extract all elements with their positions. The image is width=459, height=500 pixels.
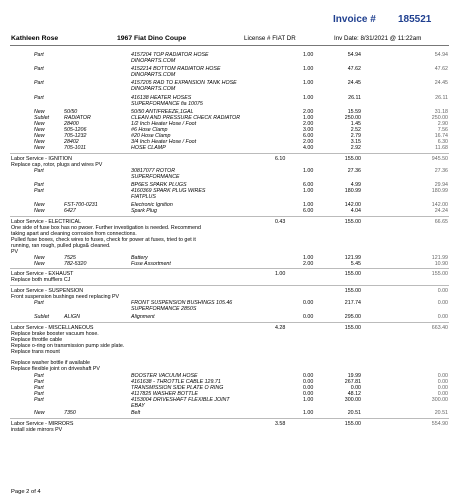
item-type: New [34, 255, 45, 261]
item-price: 47.62 [347, 66, 361, 72]
section-divider [10, 268, 449, 269]
item-description: 4157205 RAD TO EXPANSION TANK HOSE [131, 80, 237, 86]
item-total: 0.00 [437, 385, 448, 391]
item-total: 6.30 [437, 139, 448, 145]
line-item-row [0, 410, 459, 417]
item-price: 54.94 [347, 52, 361, 58]
invoice-number: 185521 [398, 14, 432, 25]
item-description: 416138 HEATER HOSES [131, 95, 192, 101]
item-quantity: 6.00 [303, 208, 314, 214]
item-quantity: 1.00 [303, 410, 314, 416]
part-number: 50/50 [64, 109, 78, 115]
item-price: 3.15 [350, 139, 361, 145]
item-total: 0.00 [437, 288, 448, 294]
part-number: 705-1232 [64, 133, 87, 139]
service-note: Replace trans mount [11, 349, 60, 355]
item-quantity: 1.00 [303, 95, 314, 101]
item-type: Part [34, 300, 44, 306]
part-number: FST-700-0231 [64, 202, 98, 208]
service-note: Replace o-ring on transmission pump side plate. [11, 343, 125, 349]
item-total: 26.11 [435, 95, 448, 101]
line-item-row [0, 194, 459, 201]
item-price: 155.00 [344, 156, 361, 162]
item-total: 250.00 [431, 115, 448, 121]
item-type: New [34, 127, 45, 133]
section-divider [10, 153, 449, 154]
item-total: 10.90 [434, 261, 448, 267]
line-item-row [0, 403, 459, 410]
labor-service-title: Labor Service - ELECTRICAL [11, 219, 82, 225]
section-divider [10, 322, 449, 323]
item-price: 250.00 [344, 115, 361, 121]
item-type: New [34, 121, 45, 127]
item-total: 121.99 [431, 255, 448, 261]
item-total: 663.40 [431, 325, 448, 331]
item-quantity: 0.00 [303, 391, 314, 397]
line-item-row [0, 101, 459, 108]
license-plate: License # FIAT DR [244, 35, 296, 42]
service-note: taking apart and cleaning corrosion from connections. [11, 231, 137, 237]
item-quantity: 2.00 [303, 109, 314, 115]
item-description: CLEAN AND PRESSURE CHECK RADIATOR [131, 115, 241, 121]
item-price: 180.99 [344, 188, 361, 194]
item-type: New [34, 145, 45, 151]
item-quantity: 1.00 [303, 188, 314, 194]
item-description: #20 Hose Clamp [131, 133, 171, 139]
item-description: DINOPARTS.COM [131, 72, 176, 78]
item-quantity: 6.00 [303, 133, 314, 139]
item-price: 155.00 [344, 421, 361, 427]
item-price: 155.00 [344, 325, 361, 331]
item-total: 7.56 [437, 127, 448, 133]
item-quantity: 6.00 [303, 182, 314, 188]
item-total: 11.68 [435, 145, 448, 151]
item-type: Part [34, 373, 44, 379]
line-item-row [0, 261, 459, 268]
item-quantity: 1.00 [303, 397, 314, 403]
item-description: HOSE CLAMP [131, 145, 166, 151]
item-description: EBAY [131, 403, 145, 409]
item-quantity: 0.00 [303, 379, 314, 385]
item-total: 0.00 [437, 300, 448, 306]
item-price: 27.36 [347, 168, 361, 174]
part-number: ALIGN [64, 314, 80, 320]
item-total: 54.94 [434, 52, 448, 58]
item-price: 15.59 [347, 109, 361, 115]
part-number: 7350 [64, 410, 76, 416]
item-price: 0.00 [350, 385, 361, 391]
labor-hours: 3.58 [275, 421, 286, 427]
item-description: #6 Hose Clamp [131, 127, 168, 133]
labor-service-title: Labor Service - SUSPENSION [11, 288, 84, 294]
section-divider [10, 216, 449, 217]
item-price: 4.99 [350, 182, 361, 188]
item-type: New [34, 208, 45, 214]
item-description: Electronic Ignition [131, 202, 173, 208]
item-type: Part [34, 391, 44, 397]
item-description: BOOSTER VACUUM HOSE [131, 373, 198, 379]
part-number: RADIATOR [64, 115, 91, 121]
item-price: 26.11 [348, 95, 361, 101]
item-price: 300.00 [344, 397, 361, 403]
item-price: 48.12 [347, 391, 361, 397]
item-description: 3/4 Inch Heater Hose / Foot [131, 139, 197, 145]
item-price: 155.00 [344, 288, 361, 294]
item-quantity: 1.00 [303, 115, 314, 121]
item-description: SUPERFORMANCE fia 10075 [131, 101, 203, 107]
part-number: 28402 [64, 139, 79, 145]
note-row [0, 277, 459, 284]
item-quantity: 1.00 [303, 52, 314, 58]
part-number: 7525 [64, 255, 76, 261]
labor-hours: 4.28 [275, 325, 286, 331]
labor-hours: 6.10 [275, 156, 286, 162]
item-price: 2.52 [350, 127, 361, 133]
service-note: Replace cap, rotor, plugs and wires PV [11, 162, 103, 168]
note-row [0, 366, 459, 373]
part-number: 705-1011 [64, 145, 86, 151]
item-total: 2.90 [437, 121, 448, 127]
item-type: Part [34, 188, 44, 194]
item-total: 66.65 [434, 219, 448, 225]
item-description: 4161638 - THROTTLE CABLE 129.71 [131, 379, 221, 385]
labor-service-title: Labor Service - IGNITION [11, 156, 72, 162]
section-divider [10, 285, 449, 286]
item-total: 180.99 [431, 188, 448, 194]
item-quantity: 1.00 [303, 202, 314, 208]
note-row [0, 427, 459, 434]
item-quantity: 0.00 [303, 300, 314, 306]
item-type: Part [34, 379, 44, 385]
item-type: New [34, 139, 45, 145]
item-quantity: 1.00 [303, 255, 314, 261]
part-number: 28400 [64, 121, 79, 127]
item-price: 19.99 [347, 373, 361, 379]
item-total: 20.51 [434, 410, 448, 416]
item-total: 47.62 [434, 66, 448, 72]
item-price: 4.04 [350, 208, 361, 214]
service-note: PV [11, 249, 19, 255]
item-price: 142.00 [344, 202, 361, 208]
line-item-row [0, 314, 459, 321]
item-total: 0.00 [437, 373, 448, 379]
service-note: Pulled fuse boxes, check wires to fuses, check for power at fuses, tried to get it [11, 237, 196, 243]
item-description: Battery [131, 255, 148, 261]
item-total: 29.94 [434, 182, 448, 188]
item-description: SUPERFORMANCE [131, 174, 180, 180]
line-item-row [0, 145, 459, 152]
item-type: Part [34, 95, 44, 101]
item-description: 4153004 DRIVESHAFT FLEXIBLE JOINT [131, 397, 230, 403]
item-price: 20.51 [347, 410, 361, 416]
item-total: 31.18 [434, 109, 448, 115]
service-note: Front suspension bushings need replacing PV [11, 294, 120, 300]
item-description: Fuse Assortment [131, 261, 171, 267]
item-total: 0.00 [437, 379, 448, 385]
item-description: FRONT SUSPENSION BUSHINGS 105.46 [131, 300, 233, 306]
part-number: 6427 [64, 208, 76, 214]
labor-service-title: Labor Service - MIRRORS [11, 421, 74, 427]
item-price: 267.81 [344, 379, 361, 385]
page-number: Page 2 of 4 [11, 489, 41, 495]
item-description: Spark Plug [131, 208, 157, 214]
service-note: One side of fuse box has no pwoer. Further investigation is needed. Recommend [11, 225, 201, 231]
item-quantity: 1.00 [303, 66, 314, 72]
item-type: Part [34, 168, 44, 174]
item-total: 945.50 [431, 156, 448, 162]
line-item-row [0, 208, 459, 215]
item-type: New [34, 261, 45, 267]
item-description: BP6ES SPARK PLUGS [131, 182, 187, 188]
item-description: Alignment [131, 314, 155, 320]
item-price: 5.45 [350, 261, 361, 267]
labor-hours: 0.43 [275, 219, 286, 225]
item-type: Part [34, 182, 44, 188]
item-quantity: 2.00 [303, 261, 314, 267]
line-item-row [0, 86, 459, 93]
item-type: Part [34, 397, 44, 403]
item-type: New [34, 410, 45, 416]
item-price: 295.00 [344, 314, 361, 320]
item-quantity: 0.00 [303, 385, 314, 391]
item-price: 217.74 [344, 300, 361, 306]
item-price: 155.00 [344, 219, 361, 225]
service-note: Replace flexible joint on driveshaft PV [11, 366, 100, 372]
header-rule [10, 45, 449, 46]
item-description: 4117825 WASHER BOTTLE [131, 391, 198, 397]
service-note: running, ran rough, pulled plugs& cleaned. [11, 243, 111, 249]
item-type: New [34, 202, 45, 208]
item-description: 4157204 TOP RADIATOR HOSE [131, 52, 209, 58]
note-row [0, 349, 459, 356]
item-description: 50/50 ANTIFREEZE,1GAL [131, 109, 194, 115]
service-note: Replace throttle cable [11, 337, 63, 343]
item-price: 1.45 [350, 121, 361, 127]
item-type: Sublet [34, 314, 50, 320]
item-quantity: 0.00 [303, 373, 314, 379]
service-note: Replace both mufflers CJ [11, 277, 71, 283]
invoice-date: Inv Date: 8/31/2021 @ 11:22am [334, 35, 422, 42]
item-quantity: 1.00 [303, 80, 314, 86]
item-price: 2.79 [350, 133, 361, 139]
item-quantity: 1.00 [303, 168, 314, 174]
item-description: Belt [131, 410, 141, 416]
item-description: FIATPLUS [131, 194, 156, 200]
item-quantity: 0.00 [303, 314, 314, 320]
item-description: TRANSMISSION SIDE PLATE O RING [131, 385, 224, 391]
item-type: Part [34, 385, 44, 391]
labor-service-title: Labor Service - MISCELLANEOUS [11, 325, 94, 331]
line-item-row [0, 58, 459, 65]
item-type: New [34, 133, 45, 139]
item-type: Part [34, 52, 44, 58]
item-total: 27.36 [434, 168, 448, 174]
vehicle-name: 1967 Fiat Dino Coupe [117, 35, 187, 42]
service-note: Replace washer bottle if available [11, 360, 90, 366]
item-quantity: 4.00 [303, 145, 314, 151]
item-description: 1/2 Inch Heater Hose / Foot [131, 121, 197, 127]
item-total: 142.00 [431, 202, 448, 208]
item-total: 24.24 [434, 208, 448, 214]
item-type: Sublet [34, 115, 50, 121]
item-description: DINOPARTS.COM [131, 58, 176, 64]
line-item-row [0, 72, 459, 79]
item-price: 24.45 [347, 80, 361, 86]
part-number: 505-1206 [64, 127, 87, 133]
service-note: install side mirrors PV [11, 427, 63, 433]
item-total: 0.00 [437, 314, 448, 320]
item-total: 300.00 [431, 397, 448, 403]
line-item-row [0, 174, 459, 181]
item-price: 2.92 [350, 145, 361, 151]
item-total: 554.90 [431, 421, 448, 427]
item-price: 155.00 [344, 271, 361, 277]
item-total: 24.45 [434, 80, 448, 86]
item-type: New [34, 109, 45, 115]
labor-service-title: Labor Service - EXHAUST [11, 271, 74, 277]
customer-name: Kathleen Rose [11, 35, 59, 42]
section-divider [10, 418, 449, 419]
labor-hours: 1.00 [275, 271, 286, 277]
item-total: 0.00 [437, 391, 448, 397]
line-item-row [0, 306, 459, 313]
item-type: Part [34, 80, 44, 86]
item-total: 155.00 [431, 271, 448, 277]
item-description: 4152214 BOTTOM RADIATOR HOSE [131, 66, 221, 72]
item-quantity: 2.00 [303, 139, 314, 145]
item-total: 16.74 [434, 133, 448, 139]
part-number: 782-5320 [64, 261, 87, 267]
item-description: DINOPARTS.COM [131, 86, 176, 92]
item-quantity: 3.00 [303, 127, 314, 133]
item-description: 30817077 ROTOR [131, 168, 176, 174]
item-description: SUPERFORMANCE 2850S [131, 306, 197, 312]
invoice-label: Invoice # [333, 14, 376, 25]
item-quantity: 2.00 [303, 121, 314, 127]
item-description: 4160369 SPARK PLUG WIRES [131, 188, 206, 194]
item-price: 121.99 [344, 255, 361, 261]
item-type: Part [34, 66, 44, 72]
service-note: Replace brake booster vacuum hose. [11, 331, 99, 337]
